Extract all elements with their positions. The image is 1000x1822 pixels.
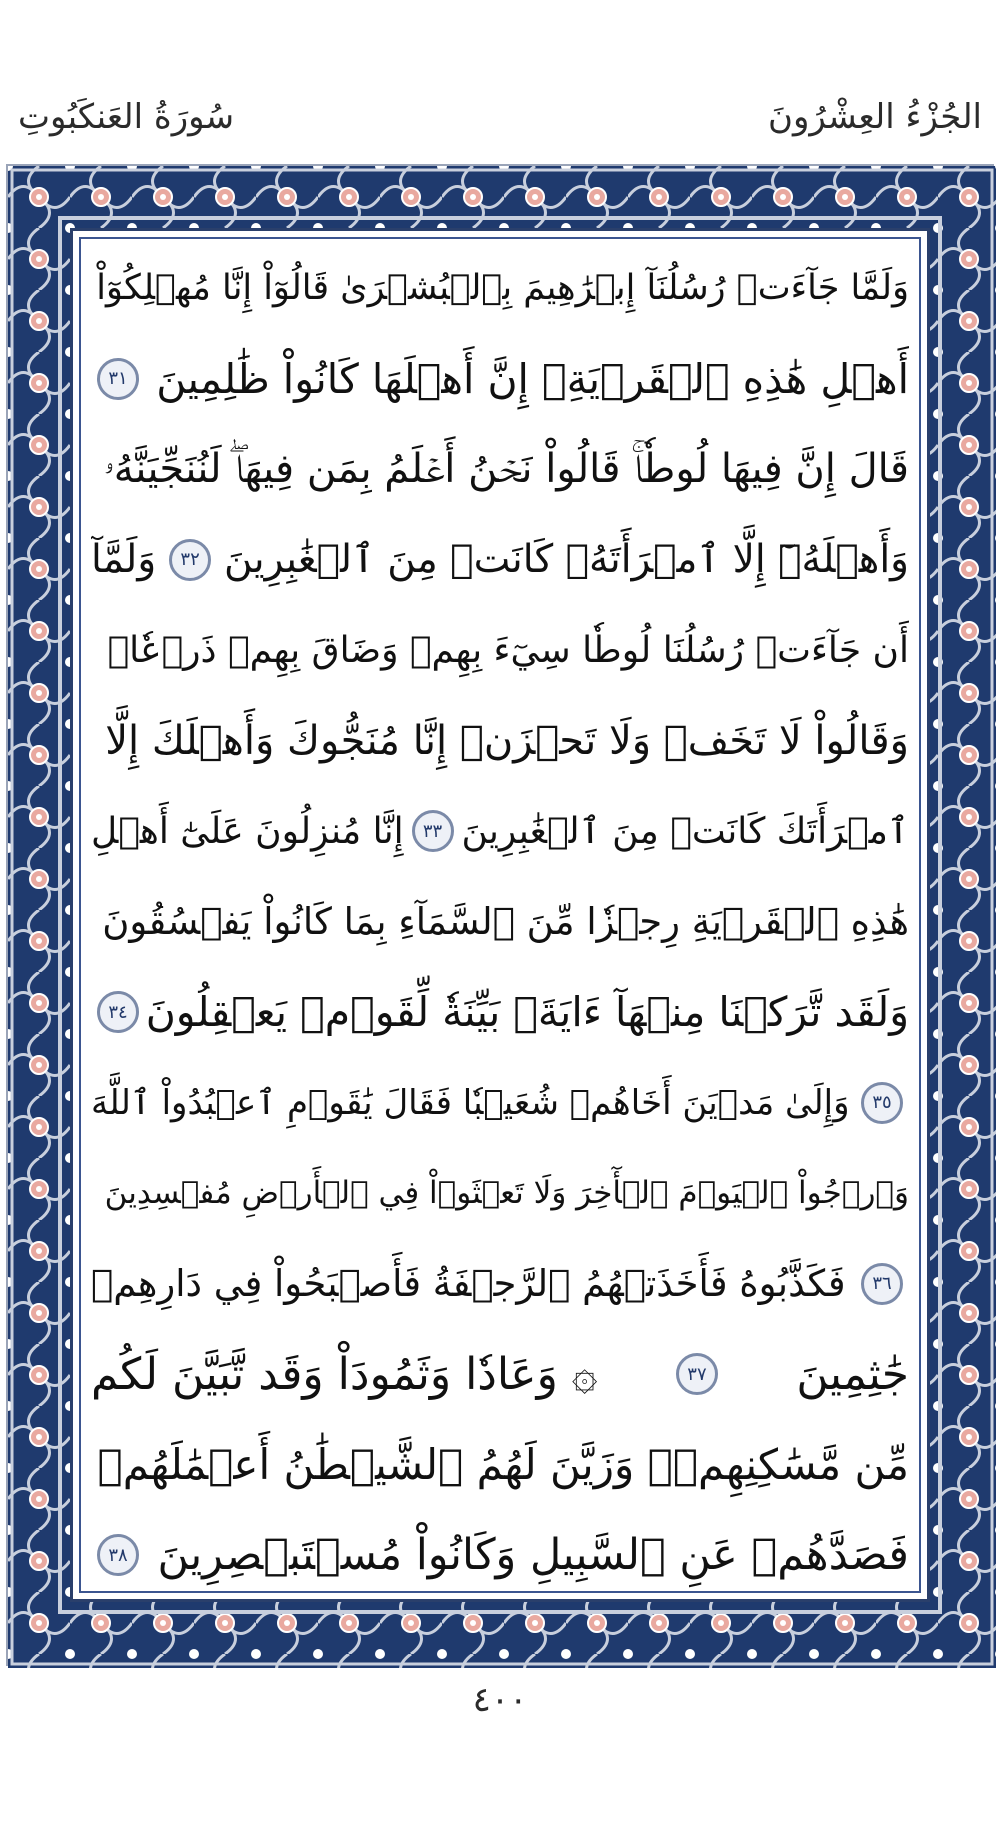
verse-text: مِّن مَّسَٰكِنِهِمۡۖ وَزَيَّنَ لَهُمُ ٱلشَّيۡطَٰنُ أَعۡمَٰلَهُمۡ: [97, 1440, 909, 1490]
verse-text: ٱمۡرَأَتَكَ كَانَتۡ مِنَ ٱلۡغَٰبِرِينَ: [461, 810, 909, 852]
ayah-number-marker: ٣٧: [676, 1353, 718, 1395]
verse-line: [91, 1148, 909, 1239]
verse-text: وَأَهۡلَهُۥٓ إِلَّا ٱمۡرَأَتَهُۥ كَانَتۡ مِنَ ٱلۡغَٰبِرِينَ: [224, 537, 909, 583]
verse-text: فَكَذَّبُوهُ فَأَخَذَتۡهُمُ ٱلرَّجۡفَةُ فَأَصۡبَحُواْ فِي دَارِهِمۡ: [91, 1262, 846, 1306]
verse-text: وَلَمَّآ: [91, 537, 157, 583]
verse-text-area: [91, 243, 909, 1587]
ayah-number-marker: ٣٤: [97, 991, 139, 1033]
ayah-number-marker: ٣٢: [169, 539, 211, 581]
verse-line: [91, 515, 909, 606]
verse-line: [91, 243, 909, 334]
verse-text: هَٰذِهِ ٱلۡقَرۡيَةِ رِجۡزٗا مِّنَ ٱلسَّمَآءِ بِمَا كَانُواْ يَفۡسُقُونَ: [102, 900, 909, 944]
text-panel: [70, 228, 930, 1602]
page-header: [0, 0, 1000, 160]
verse-line: [91, 696, 909, 787]
verse-line: [91, 605, 909, 696]
verse-line: [91, 786, 909, 877]
verse-line: [91, 334, 909, 425]
verse-line: [91, 1058, 909, 1149]
verse-line: [91, 1420, 909, 1511]
verse-line: [91, 1239, 909, 1330]
verse-line: [91, 424, 909, 515]
verse-text: وَلَقَد تَّرَكۡنَا مِنۡهَآ ءَايَةَۢ بَيِّنَةٗ لِّقَوۡمٖ يَعۡقِلُونَ: [145, 988, 909, 1037]
ayah-number-marker: ٣٣: [412, 810, 454, 852]
ayah-number-marker: ٣٥: [861, 1082, 903, 1124]
ayah-number-marker: ٣٨: [97, 1534, 139, 1576]
verse-line: [91, 1329, 909, 1420]
verse-text: أَن جَآءَتۡ رُسُلُنَا لُوطٗا سِيٓءَ بِهِمۡ وَضَاقَ بِهِمۡ ذَرۡعٗاۖ: [107, 629, 909, 671]
ayah-number-marker: ٣٦: [861, 1263, 903, 1305]
verse-text: وَإِلَىٰ مَدۡيَنَ أَخَاهُمۡ شُعَيۡبٗا فَقَالَ يَٰقَوۡمِ ٱعۡبُدُواْ ٱللَّهَ: [91, 1083, 850, 1124]
decorative-frame: [6, 164, 994, 1666]
page-number: ٤٠٠: [472, 1680, 528, 1720]
verse-text: ۞ وَعَادٗا وَثَمُودَاْ وَقَد تَّبَيَّنَ لَكُم: [91, 1348, 598, 1400]
verse-text: وَقَالُواْ لَا تَخَفۡ وَلَا تَحۡزَنۡ إِنَّا مُنَجُّوكَ وَأَهۡلَكَ إِلَّا: [105, 717, 909, 764]
verse-text: إِنَّا مُنزِلُونَ عَلَىٰٓ أَهۡلِ: [91, 810, 404, 852]
verse-text: قَالَ إِنَّ فِيهَا لُوطٗاۚ قَالُواْ نَحۡنُ أَعۡلَمُ بِمَن فِيهَاۖ لَنُنَجِّيَنَّهُۥ: [103, 446, 909, 493]
verse-text: أَهۡلِ هَٰذِهِ ٱلۡقَرۡيَةِۖ إِنَّ أَهۡلَهَا كَانُواْ ظَٰلِمِينَ: [156, 354, 909, 403]
verse-text: جَٰثِمِينَ: [796, 1348, 909, 1400]
verse-text: فَصَدَّهُمۡ عَنِ ٱلسَّبِيلِ وَكَانُواْ مُسۡتَبۡصِرِينَ: [157, 1530, 909, 1581]
ayah-number-marker: ٣١: [97, 358, 139, 400]
verse-line: [91, 967, 909, 1058]
verse-text: وَلَمَّا جَآءَتۡ رُسُلُنَآ إِبۡرَٰهِيمَ بِٱلۡبُشۡرَىٰ قَالُوٓاْ إِنَّا مُهۡلِكُوٓاْ: [96, 268, 909, 309]
verse-line: [91, 1510, 909, 1601]
juz-title: الجُزْءُ العِشْرُونَ: [768, 97, 982, 137]
surah-title: سُورَةُ العَنكَبُوتِ: [18, 97, 235, 137]
verse-text: وَٱرۡجُواْ ٱلۡيَوۡمَ ٱلۡأٓخِرَ وَلَا تَعۡثَوۡاْ فِي ٱلۡأَرۡضِ مُفۡسِدِينَ: [104, 1175, 909, 1212]
verse-line: [91, 877, 909, 968]
